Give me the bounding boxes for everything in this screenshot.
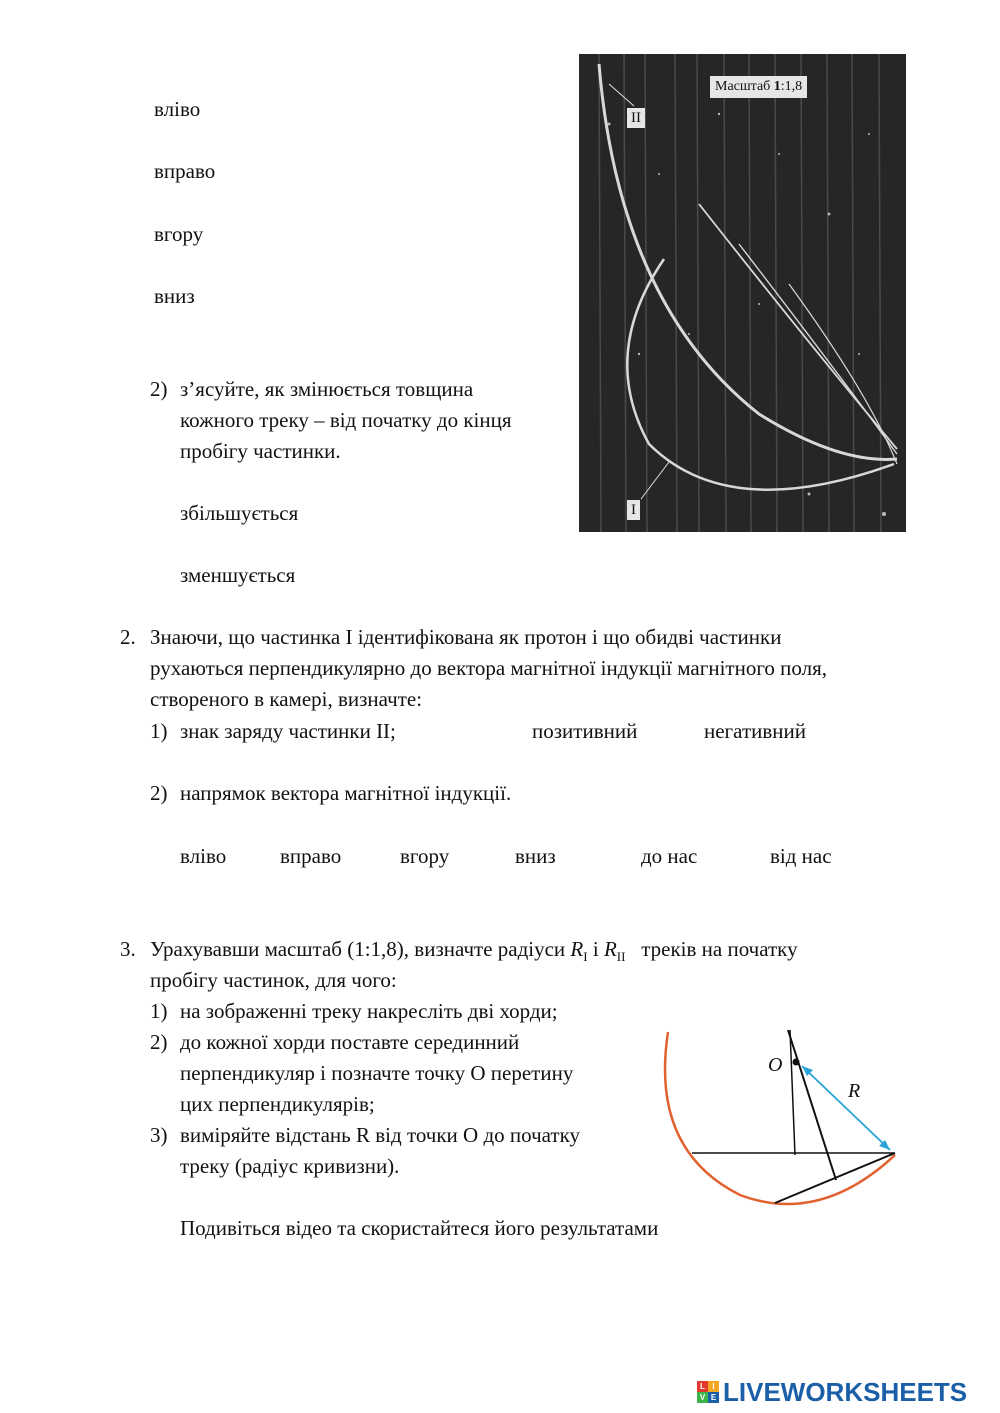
q3-step1-line: на зображенні треку накресліть дві хорди; [180, 999, 558, 1023]
q2-item1-number: 1) [150, 719, 168, 743]
liveworksheets-logo-icon [697, 1381, 719, 1403]
q1-option-left[interactable]: вліво [154, 97, 201, 121]
radius-diagram [650, 1020, 920, 1220]
logo-letter: E [708, 1392, 719, 1403]
scale-label: Масштаб 1:1,8 [710, 76, 807, 98]
q3-step2-line: цих перпендикулярів; [180, 1092, 375, 1116]
q2-option-toward-us[interactable]: до нас [641, 844, 698, 868]
bubble-chamber-photo [579, 54, 906, 532]
q3-text-line2: пробігу частинок, для чого: [150, 968, 397, 992]
q2-item2-text: напрямок вектора магнітної індукції. [180, 781, 512, 805]
radius-construction-svg [650, 1020, 920, 1220]
logo-letter: L [697, 1381, 708, 1392]
q1-option-decreases[interactable]: зменшується [180, 563, 296, 587]
q1-option-right[interactable]: вправо [154, 159, 216, 183]
q1-option-up[interactable]: вгору [154, 222, 204, 246]
q2-number: 2. [120, 625, 136, 649]
logo-letter: V [697, 1392, 708, 1403]
q3-step2-number: 2) [150, 1030, 168, 1054]
q1-option-down[interactable]: вниз [154, 284, 195, 308]
q3-step3-number: 3) [150, 1123, 168, 1147]
diagram-label-o: O [768, 1054, 783, 1076]
track-label-ii: II [627, 108, 645, 128]
q2-text-line: рухаються перпендикулярно до вектора магнітної індукції магнітного поля, [150, 656, 828, 680]
q1-item2-line: пробігу частинки. [180, 439, 341, 463]
q3-video-note: Подивіться відео та скористайтеся його результатами [180, 1216, 659, 1240]
q3-step1-number: 1) [150, 999, 168, 1023]
q2-option-left[interactable]: вліво [180, 844, 227, 868]
q1-item2-line: з’ясуйте, як змінюється товщина [180, 377, 474, 401]
q3-step2-line: перпендикуляр і позначте точку O перетину [180, 1061, 574, 1085]
q3-step3-line: виміряйте відстань R від точки O до початку [180, 1123, 581, 1147]
q3-text-line1: Урахувавши масштаб (1:1,8), визначте радіуси $R_I$ і $R_{II}$ треків на початку [150, 937, 798, 965]
q3-step2-line: до кожної хорди поставте серединний [180, 1030, 520, 1054]
track-label-i: I [627, 500, 640, 520]
q2-text-line: Знаючи, що частинка I ідентифікована як протон і що обидві частинки [150, 625, 782, 649]
brand-text: LIVEWORKSHEETS [723, 1376, 968, 1407]
q2-option-down[interactable]: вниз [515, 844, 556, 868]
q3-step3-line: треку (радіус кривизни). [180, 1154, 400, 1178]
q2-text-line: створеного в камері, визначте: [150, 687, 423, 711]
q2-item1-text: знак заряду частинки II; [180, 719, 396, 743]
logo-letter: I [708, 1381, 719, 1392]
q2-option-right[interactable]: вправо [280, 844, 342, 868]
liveworksheets-brand [697, 1377, 967, 1407]
q2-item2-number: 2) [150, 781, 168, 805]
q2-option-positive[interactable]: позитивний [532, 719, 638, 743]
q1-item2-number: 2) [150, 377, 168, 401]
q1-option-increases[interactable]: збільшується [180, 501, 299, 525]
q3-number: 3. [120, 937, 136, 961]
q2-option-away-from-us[interactable]: від нас [770, 844, 832, 868]
q2-option-up[interactable]: вгору [400, 844, 450, 868]
q2-option-negative[interactable]: негативний [704, 719, 806, 743]
q1-item2-line: кожного треку – від початку до кінця [180, 408, 512, 432]
diagram-label-r: R [848, 1080, 861, 1102]
